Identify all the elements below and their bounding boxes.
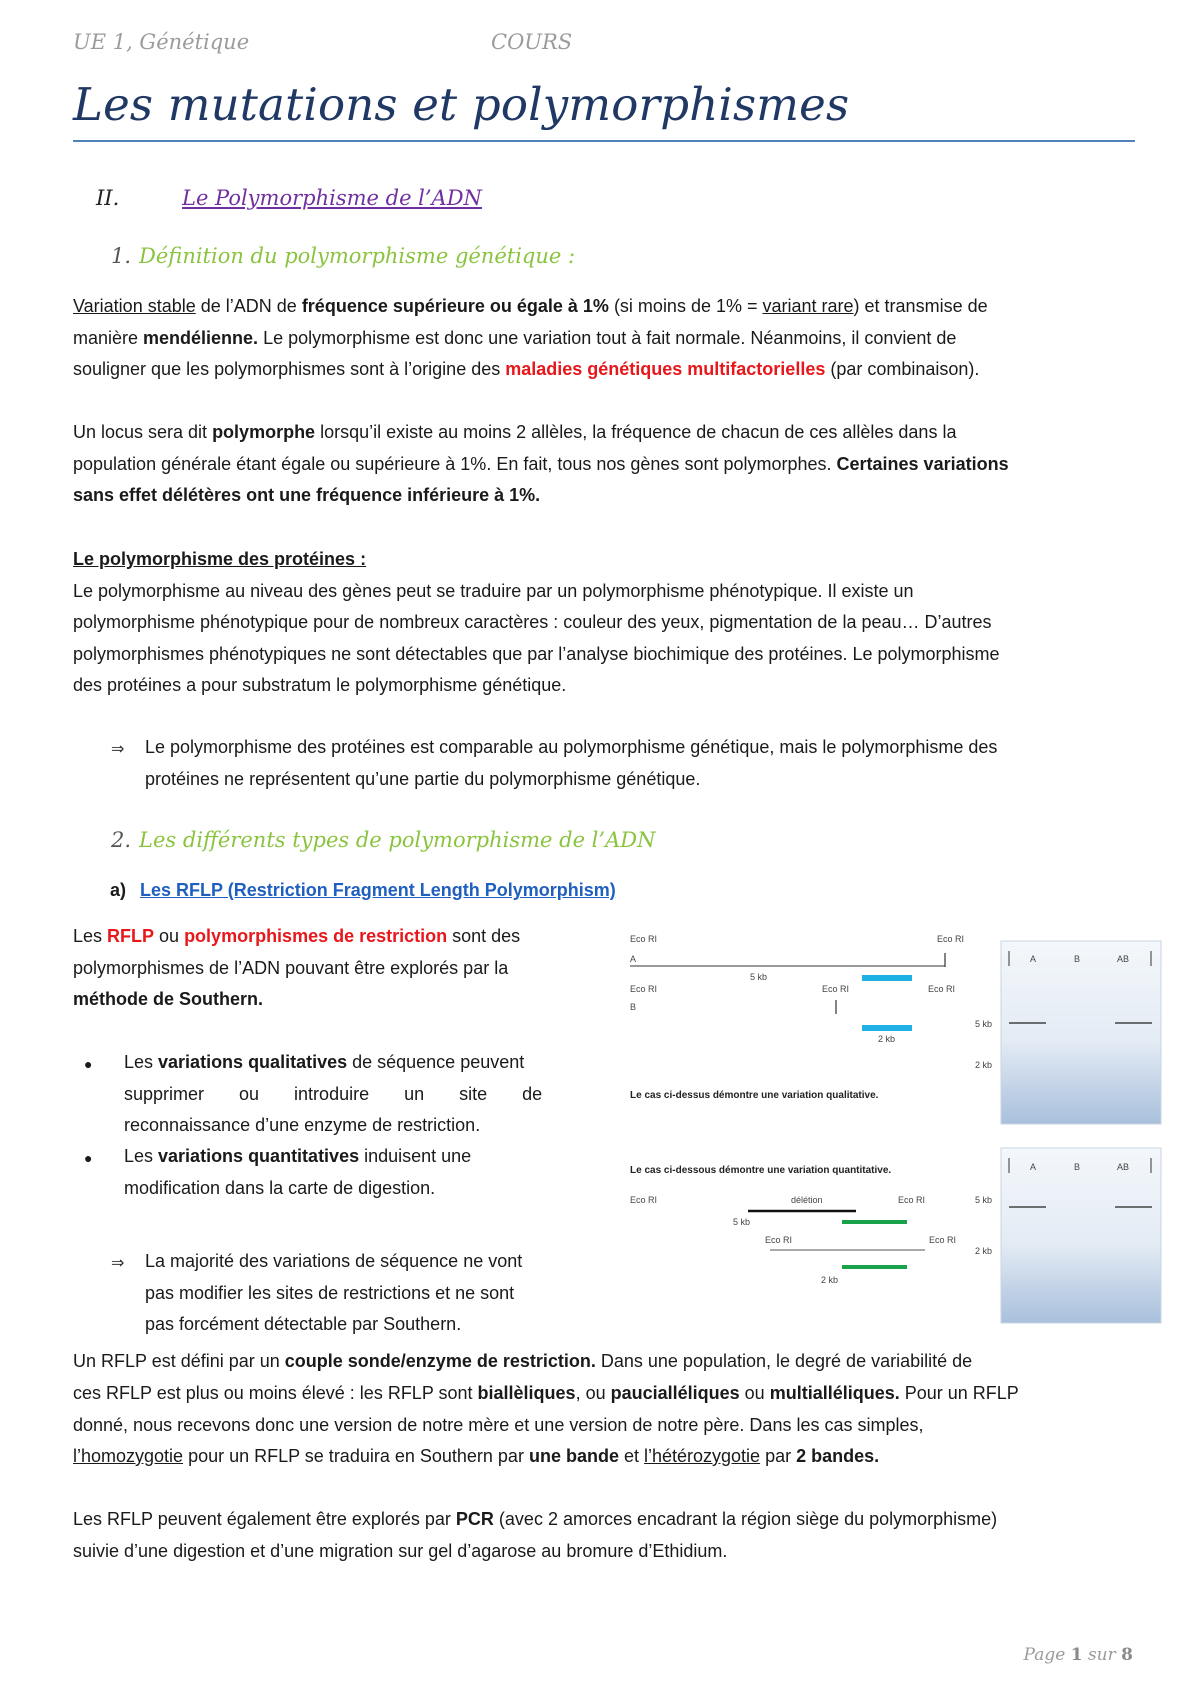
text-line: reconnaissance d’une enzyme de restriction.: [124, 1115, 481, 1135]
probe-bar: [842, 1265, 907, 1269]
eco-ri-label: Eco RI: [630, 934, 658, 944]
text-line: pas forcément détectable par Southern.: [145, 1314, 462, 1334]
text-line: Les RFLP ou polymorphismes de restriction sont des: [73, 926, 521, 946]
paragraph-proteins: [73, 544, 1135, 702]
text-line: donné, nous recevons donc une version de notre mère et une version de notre père. Dans les cas simples,: [73, 1414, 924, 1435]
list-marker: a): [110, 880, 127, 900]
paragraph-definition: [73, 291, 1135, 386]
bullet-icon: ●: [84, 1056, 93, 1072]
text-line: des protéines a pour substratum le polymorphisme génétique.: [73, 675, 567, 695]
gel-size-label: 2 kb: [975, 1060, 993, 1070]
gel-lane-label: B: [1074, 954, 1081, 964]
paragraph-locus: [73, 417, 1135, 512]
eco-ri-label: Eco RI: [929, 1235, 957, 1245]
text-line: Les variations quantitatives induisent une: [124, 1146, 472, 1166]
rflp-intro: [73, 921, 573, 1016]
arrow-icon: ⇒: [111, 741, 125, 758]
text-line: suivie d’une digestion et d’une migration sur gel d’agarose au bromure d’Ethidium.: [73, 1540, 728, 1561]
gel-lane-label: AB: [1117, 954, 1130, 964]
caption-qualitative: Le cas ci-dessus démontre une variation qualitative.: [630, 1090, 879, 1101]
text-line: l’homozygotie pour un RFLP se traduira en Southern par une bande et l’hétérozygotie par 2 bandes.: [73, 1446, 880, 1466]
probe-bar: [862, 1025, 912, 1031]
subsection-number: 1.: [111, 244, 132, 268]
eco-ri-label: Eco RI: [937, 934, 965, 944]
subsection-heading-1: [111, 244, 575, 268]
text-line: supprimer ou introduire un site de: [124, 1083, 543, 1104]
subsection-heading-2: [111, 828, 655, 852]
title-divider: [73, 140, 1135, 142]
paragraph-arrow-note: [145, 732, 1135, 795]
text-line: protéines ne représentent qu’une partie du polymorphisme génétique.: [145, 768, 701, 789]
caption-quantitative: Le cas ci-dessous démontre une variation quantitative.: [630, 1165, 892, 1176]
section-number: II.: [96, 186, 120, 210]
rflp-heading-link[interactable]: Les RFLP (Restriction Fragment Length Polymorphism): [140, 880, 616, 900]
subsection-title: Les différents types de polymorphisme de l’ADN: [139, 828, 656, 852]
text-line: manière mendélienne. Le polymorphisme est donc une variation tout à fait normale. Néanmoins, il convient de: [73, 327, 957, 348]
text-line: Un locus sera dit polymorphe lorsqu’il existe au moins 2 allèles, la fréquence de chacun de ces allèles dans la: [73, 422, 957, 442]
text-line: Le polymorphisme au niveau des gènes peut se traduire par un polymorphisme phénotypique. Il existe un: [73, 580, 914, 601]
eco-ri-label: Eco RI: [822, 984, 850, 994]
arrow-icon: ⇒: [111, 1255, 125, 1272]
bullet-quantitative: [124, 1141, 573, 1204]
text-line: Le polymorphisme des protéines est comparable au polymorphisme génétique, mais le polymorphisme des: [145, 737, 998, 757]
eco-ri-label: Eco RI: [630, 984, 658, 994]
header-course: UE 1, Génétique: [73, 30, 250, 54]
subsection-number: 2.: [111, 828, 132, 852]
gel-size-label: 5 kb: [975, 1019, 993, 1029]
paragraph-rflp-alleles: [73, 1378, 1135, 1473]
gel-lane-label: A: [1030, 1162, 1037, 1172]
eco-ri-label: Eco RI: [765, 1235, 793, 1245]
rflp-heading: [110, 880, 616, 901]
proteins-heading: Le polymorphisme des protéines :: [73, 549, 367, 569]
size-label: 2 kb: [878, 1034, 896, 1044]
page-title: Les mutations et polymorphismes: [73, 78, 850, 131]
page-number: Page 1 sur 8: [1023, 1645, 1133, 1665]
eco-ri-label: Eco RI: [630, 1195, 658, 1205]
header-type: COURS: [491, 30, 573, 54]
text-line: Un RFLP est défini par un couple sonde/enzyme de restriction. Dans une population, le degré de variabilité de: [73, 1351, 973, 1371]
eco-ri-label: Eco RI: [898, 1195, 926, 1205]
bullet-icon: ●: [84, 1150, 93, 1166]
text-line: sans effet délétères ont une fréquence inférieure à 1%.: [73, 485, 541, 505]
text-line: Les variations qualitatives de séquence peuvent: [124, 1052, 525, 1072]
gel-size-label: 2 kb: [975, 1246, 993, 1256]
gel-panel-quantitative: [1001, 1148, 1161, 1323]
gel-lane-label: A: [1030, 954, 1037, 964]
gel-lane-label: B: [1074, 1162, 1081, 1172]
text-line: ces RFLP est plus ou moins élevé : les RFLP sont biallèliques, ou paucialléliques ou multialléliques. Pour un RFLP: [73, 1383, 1019, 1403]
size-label: 2 kb: [821, 1275, 839, 1285]
text-line: population générale étant égale ou supérieure à 1%. En fait, tous nos gènes sont polymorphes. Certaines variations: [73, 453, 1009, 474]
paragraph-rflp-definition: [73, 1346, 1135, 1378]
text-line: polymorphisme phénotypique pour de nombreux caractères : couleur des yeux, pigmentation de la peau… D’autres: [73, 612, 992, 632]
bullet-qualitative: [124, 1047, 573, 1142]
subsection-title: Définition du polymorphisme génétique :: [139, 244, 576, 268]
text-line: modification dans la carte de digestion.: [124, 1177, 436, 1198]
probe-bar: [842, 1220, 907, 1224]
allele-a-label: A: [630, 954, 637, 964]
rflp-figure: [625, 920, 1170, 1325]
arrow-note-southern: [145, 1246, 575, 1341]
size-label: 5 kb: [750, 972, 768, 982]
eco-ri-label: Eco RI: [928, 984, 956, 994]
text-line: La majorité des variations de séquence ne vont: [145, 1251, 523, 1271]
size-label: 5 kb: [733, 1217, 751, 1227]
text-line: polymorphismes phénotypiques ne sont détectables que par l’analyse biochimique des protéines. Le polymorphisme: [73, 643, 1000, 664]
paragraph-pcr: [73, 1504, 1135, 1567]
gel-panel-qualitative: [1001, 941, 1161, 1124]
text-line: Les RFLP peuvent également être explorés par PCR (avec 2 amorces encadrant la région siège du polymorphisme): [73, 1509, 998, 1529]
text-line: polymorphismes de l’ADN pouvant être explorés par la: [73, 957, 509, 978]
deletion-label: délétion: [791, 1195, 823, 1205]
allele-b-label: B: [630, 1002, 637, 1012]
gel-lane-label: AB: [1117, 1162, 1130, 1172]
section-title: Le Polymorphisme de l’ADN: [182, 186, 482, 210]
probe-bar: [862, 975, 912, 981]
gel-size-label: 5 kb: [975, 1195, 993, 1205]
text-line: Variation stable de l’ADN de fréquence supérieure ou égale à 1% (si moins de 1% = variant rare) et transmise de: [73, 296, 988, 316]
section-heading-ii: [96, 186, 482, 210]
text-line: pas modifier les sites de restrictions et ne sont: [145, 1282, 515, 1303]
text-line: méthode de Southern.: [73, 989, 264, 1009]
text-line: souligner que les polymorphismes sont à l’origine des maladies génétiques multifactorielles (par combinaison).: [73, 359, 980, 379]
